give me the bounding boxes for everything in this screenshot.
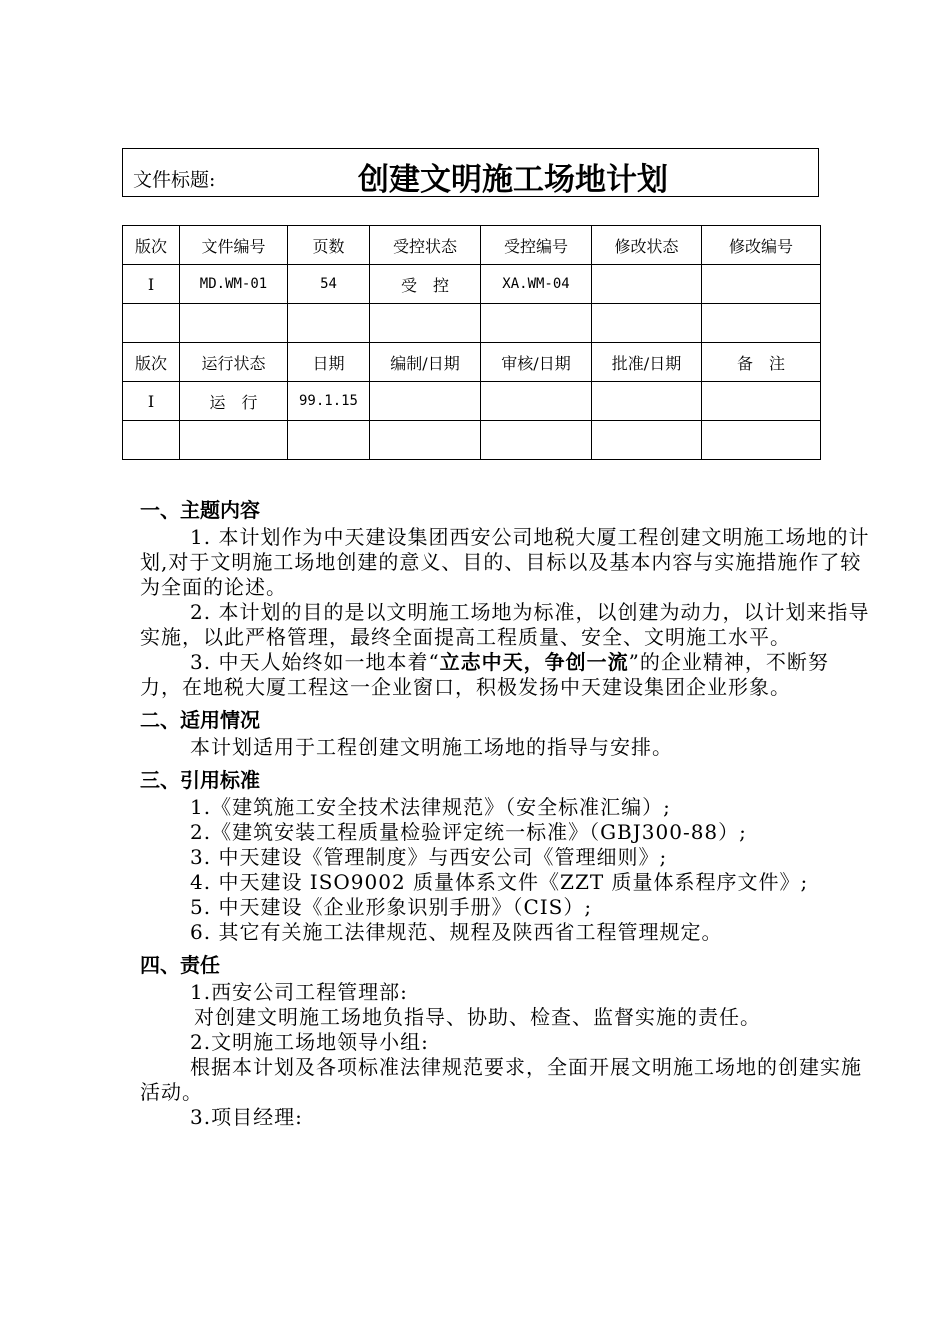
list-item: 6. 其它有关施工法律规范、规程及陕西省工程管理规定。: [190, 920, 723, 944]
paragraph: 本计划适用于工程创建文明施工场地的指导与安排。: [190, 735, 673, 759]
list-item: 2.《建筑安装工程质量检验评定统一标准》（GBJ300-88）;: [190, 820, 747, 844]
table-header-cell: 日期: [288, 343, 370, 382]
table-cell: [702, 421, 821, 460]
table-cell: [592, 265, 702, 304]
table-cell: [592, 382, 702, 421]
table-cell: MD.WM-01: [180, 265, 288, 304]
list-item: 1.《建筑施工安全技术法律规范》（安全标准汇编）;: [190, 795, 671, 819]
document-control-table: [122, 225, 821, 460]
table-cell: [180, 304, 288, 343]
table-header-cell: 批准/日期: [592, 343, 702, 382]
table-cell: I: [123, 382, 180, 421]
section-heading: 一、主题内容: [140, 498, 260, 522]
table-row: [123, 304, 821, 343]
table-cell: [592, 304, 702, 343]
table-header-cell: 修改状态: [592, 226, 702, 265]
list-item: 4. 中天建设 ISO9002 质量体系文件《ZZT 质量体系程序文件》;: [190, 870, 809, 894]
paragraph-text: ”的企业精神，不断努力，在地税大厦工程这一企业窗口，积极发扬中天建设集团企业形象。: [140, 650, 829, 699]
table-cell: [370, 421, 481, 460]
table-cell: 99.1.15: [288, 382, 370, 421]
table-cell: [702, 304, 821, 343]
table-header-cell: 受控编号: [481, 226, 592, 265]
section-heading: 二、适用情况: [140, 708, 260, 732]
table-header-cell: 版次: [123, 226, 180, 265]
paragraph: 根据本计划及各项标准法律规范要求，全面开展文明施工场地的创建实施活动。: [140, 1055, 862, 1104]
table-cell: [123, 421, 180, 460]
list-item: 3. 中天建设《管理制度》与西安公司《管理细则》;: [190, 845, 668, 869]
table-cell: [123, 304, 180, 343]
table-cell: [288, 304, 370, 343]
paragraph: 3.项目经理:: [190, 1105, 303, 1129]
table-header-cell: 页数: [288, 226, 370, 265]
table-cell: 运 行: [180, 382, 288, 421]
paragraph: [140, 650, 870, 700]
table-header-cell: 修改编号: [702, 226, 821, 265]
table-cell: [481, 304, 592, 343]
table-cell: [481, 382, 592, 421]
table-cell: 受 控: [370, 265, 481, 304]
paragraph: 1. 本计划作为中天建设集团西安公司地税大厦工程创建文明施工场地的计划,对于文明施工场地创建的意义、目的、目标以及基本内容与实施措施作了较为全面的论述。: [140, 525, 870, 599]
document-body: [140, 495, 870, 1130]
table-header-cell: 文件编号: [180, 226, 288, 265]
table-cell: XA.WM-04: [481, 265, 592, 304]
document-title: 创建文明施工场地计划: [358, 162, 668, 198]
paragraph: 2. 本计划的目的是以文明施工场地为标准，以创建为动力，以计划来指导实施，以此严格管理，最终全面提高工程质量、安全、文明施工水平。: [140, 600, 870, 649]
table-header-cell: 编制/日期: [370, 343, 481, 382]
motto-text: 立志中天，争创一流: [439, 650, 629, 674]
table-row: [123, 421, 821, 460]
table-cell: [370, 304, 481, 343]
table-header-row: [123, 226, 821, 265]
table-cell: I: [123, 265, 180, 304]
table-header-row: [123, 343, 821, 382]
table-cell: [702, 382, 821, 421]
table-cell: [288, 421, 370, 460]
table-header-cell: 受控状态: [370, 226, 481, 265]
paragraph-text: 3. 中天人始终如一地本着“: [190, 650, 440, 674]
section-heading: 四、责任: [140, 953, 220, 977]
section-heading: 三、引用标准: [140, 768, 260, 792]
table-row: [123, 265, 821, 304]
table-cell: [592, 421, 702, 460]
table-cell: [481, 421, 592, 460]
paragraph: 对创建文明施工场地负指导、协助、检查、监督实施的责任。: [194, 1005, 761, 1029]
table-header-cell: 备 注: [702, 343, 821, 382]
table-header-cell: 审核/日期: [481, 343, 592, 382]
paragraph: 2.文明施工场地领导小组:: [190, 1030, 429, 1054]
paragraph: 1.西安公司工程管理部:: [190, 980, 408, 1004]
table-cell: [180, 421, 288, 460]
table-cell: [702, 265, 821, 304]
document-title-box: [122, 148, 819, 197]
title-label: 文件标题:: [133, 169, 216, 191]
table-header-cell: 版次: [123, 343, 180, 382]
table-header-cell: 运行状态: [180, 343, 288, 382]
list-item: 5. 中天建设《企业形象识别手册》（CIS）;: [190, 895, 593, 919]
table-cell: [370, 382, 481, 421]
table-row: [123, 382, 821, 421]
table-cell: 54: [288, 265, 370, 304]
